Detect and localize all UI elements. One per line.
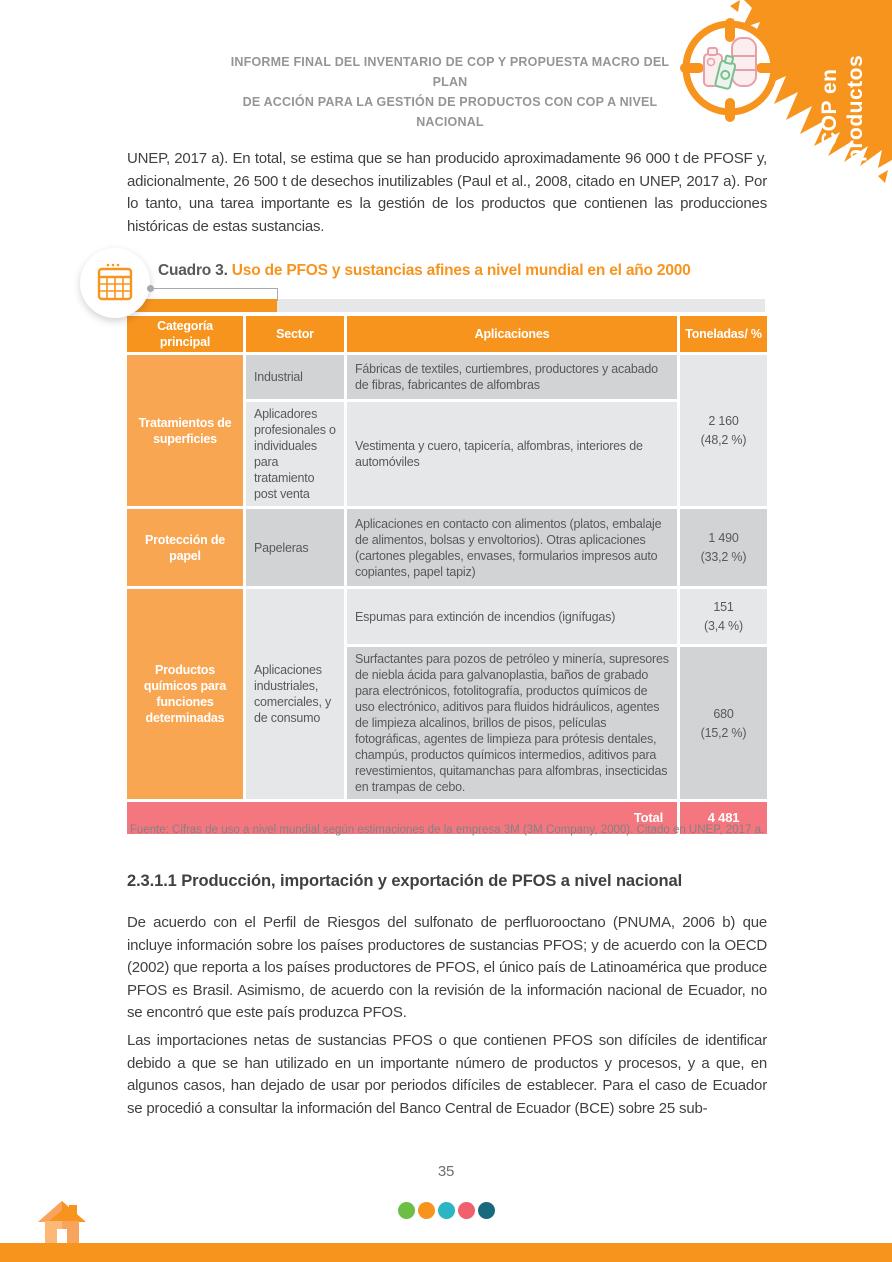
table-caption-number: Cuadro 3. (158, 262, 232, 279)
cell-sector-1b: Aplicadores profesionales o individuales para tratamiento post venta (246, 402, 344, 506)
table-row (127, 589, 767, 644)
product-target-icon (680, 18, 784, 122)
table-row (127, 355, 767, 399)
table-row (127, 509, 767, 586)
col-header-toneladas: Toneladas/ % (680, 316, 767, 352)
col-header-aplicaciones: Aplicaciones (347, 316, 677, 352)
footer-bar (0, 1243, 892, 1262)
toneladas-percent: (15,2 %) (700, 725, 747, 740)
cell-sector-2: Papeleras (246, 509, 344, 586)
table-header-row (127, 316, 767, 352)
cell-toneladas-1 (680, 355, 767, 506)
header-title-line1: INFORME FINAL DEL INVENTARIO DE COP Y PROPUESTA MACRO DEL PLAN (230, 55, 670, 89)
caption-connector-line-down (277, 288, 278, 301)
body-paragraph: Las importaciones netas de sustancias PFOS o que contienen PFOS son difíciles de identificar debido a que se han utilizado en un importante número de productos y procesos, y a que, en algunos casos, han dejado de usar por periodos difíciles de establecer. Para el caso de Ecuador se procedió a consultar la información del Banco Central de Ecuador (BCE) sobre 25 sub- (127, 1032, 767, 1117)
footer-dots (0, 1202, 892, 1219)
toneladas-percent: (3,4 %) (704, 619, 743, 633)
toneladas-value: 1 490 (708, 531, 739, 545)
home-icon[interactable] (38, 1201, 86, 1243)
document-header (230, 52, 670, 132)
toneladas-value: 151 (713, 600, 734, 614)
cell-categoria-1: Tratamientos de superficies (127, 355, 243, 506)
total-label: Total (127, 802, 677, 834)
table-icon-badge (80, 248, 150, 318)
toneladas-value: 680 (713, 706, 734, 721)
table-grid-icon (94, 262, 136, 304)
cell-toneladas-3a (680, 589, 767, 644)
cell-sector-1a: Industrial (246, 355, 344, 399)
side-tab-line2: productos (844, 54, 867, 162)
page-number: 35 (437, 1163, 455, 1180)
dot-green-icon (398, 1202, 415, 1219)
pfos-usage-table (124, 313, 770, 837)
side-tab-label (812, 22, 874, 194)
table-caption (158, 262, 768, 280)
intro-paragraph: UNEP, 2017 a). En total, se estima que se han producido aproximadamente 96 000 t de PFOSF y, adicionalmente, 26 500 t de desechos inutilizables (Paul et al., 2008, citado en UNEP, 2017 a). Por lo tanto, una tarea importante es la gestión de los productos que contienen las producciones históricas de estas sustancias. (127, 150, 767, 235)
cell-sector-3: Aplicaciones industriales, comerciales, y de consumo (246, 589, 344, 799)
header-title-line2: DE ACCIÓN PARA LA GESTIÓN DE PRODUCTOS CON COP A NIVEL NACIONAL (242, 95, 658, 129)
toneladas-value: 2 160 (708, 414, 739, 428)
cell-aplicaciones-3b: Surfactantes para pozos de petróleo y minería, supresores de niebla ácida para galvanoplastia, baños de grabado para electrónicos, fotolitografía, productos químicos de uso electrónico, aditivos para fluidos hidráulicos, agentes de limpieza alcalinos, brillos de pisos, películas fotográficas, agentes de limpieza para prótesis dentales, champús, productos químicos intermedios, aditivos para revestimientos, quitamanchas para alfombras, insecticidas en trampas de cebo. (347, 647, 677, 799)
section-heading: 2.3.1.1 Producción, importación y exportación de PFOS a nivel nacional (127, 872, 683, 890)
toneladas-percent: (48,2 %) (700, 433, 747, 447)
cell-aplicaciones-2: Aplicaciones en contacto con alimentos (platos, embalaje de alimentos, bolsas y envoltorios). Otras aplicaciones (cartones plegables, envases, formularios impresos auto copiantes, papel tapiz) (347, 509, 677, 586)
col-header-sector: Sector (246, 316, 344, 352)
dot-pink-icon (458, 1202, 475, 1219)
col-header-categoria: Categoría principal (127, 316, 243, 352)
table-caption-text: Uso de PFOS y sustancias afines a nivel mundial en el año 2000 (231, 262, 691, 279)
cell-categoria-3: Productos químicos para funciones determinadas (127, 589, 243, 799)
dot-orange-icon (418, 1202, 435, 1219)
cell-toneladas-2 (680, 509, 767, 586)
caption-connector-line (153, 288, 277, 289)
cell-toneladas-3b (680, 647, 767, 799)
toneladas-percent: (33,2 %) (700, 550, 747, 564)
body-paragraph: De acuerdo con el Perfil de Riesgos del sulfonato de perfluorooctano (PNUMA, 2006 b) que incluye información sobre los países productores de sustancias PFOS; y de acuerdo con la OECD (2002) que reporta a los países productores de PFOS, el único país de Latinoamérica que produce PFOS es Brasil. Asimismo, de acuerdo con la revisión de la información nacional de Ecuador, no se encontró que este país produzca PFOS. (127, 914, 767, 1021)
cell-categoria-2: Protección de papel (127, 509, 243, 586)
side-tab-line1: COP en (818, 68, 841, 148)
caption-underline-fill (127, 299, 277, 312)
total-value: 4 481 (680, 802, 767, 834)
cell-aplicaciones-1a: Fábricas de textiles, curtiembres, productores y acabado de fibras, fabricantes de alfombras (347, 355, 677, 399)
dot-teal-icon (438, 1202, 455, 1219)
cell-aplicaciones-3a: Espumas para extinción de incendios (ignífugas) (347, 589, 677, 644)
caption-underline-bar (127, 299, 765, 312)
cell-aplicaciones-1b: Vestimenta y cuero, tapicería, alfombras, interiores de automóviles (347, 402, 677, 506)
table-source-note: Fuente: Cifras de uso a nivel mundial según estimaciones de la empresa 3M (3M Company, 2000). Citado en UNEP, 2017 a. (129, 824, 765, 836)
dot-darkteal-icon (478, 1202, 495, 1219)
